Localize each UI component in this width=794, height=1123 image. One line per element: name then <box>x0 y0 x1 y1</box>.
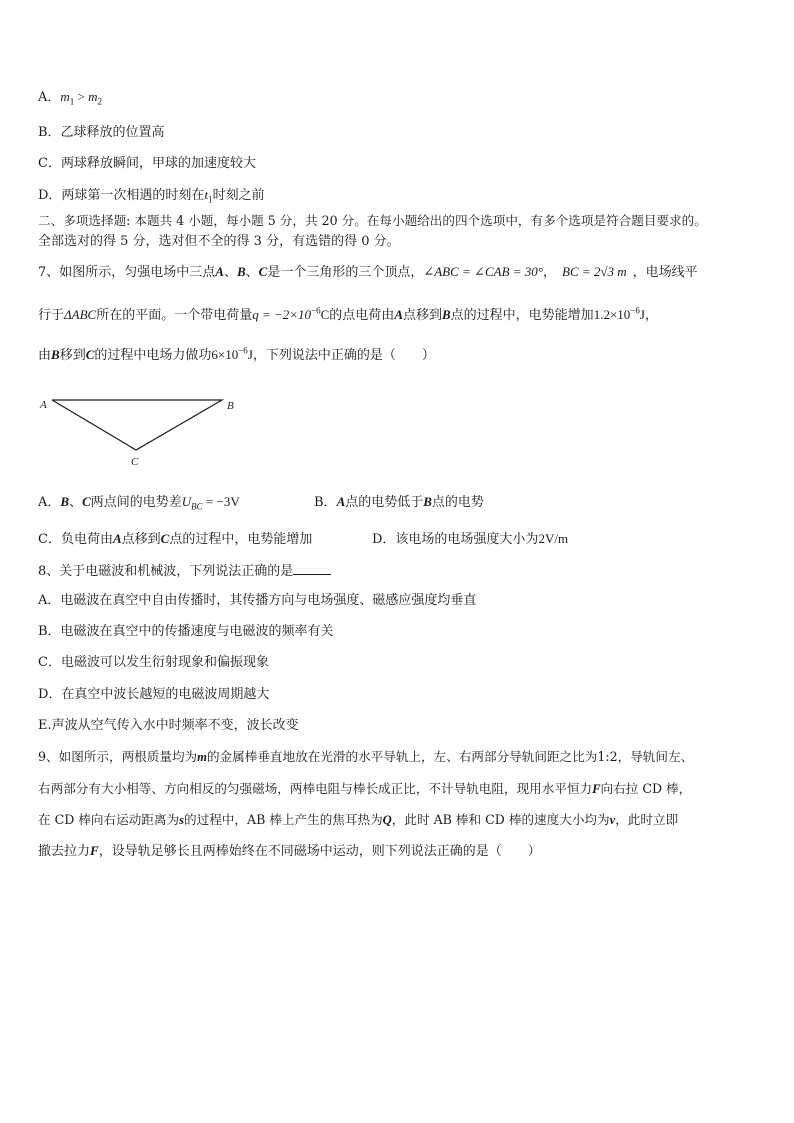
q8-option-b: B．电磁波在真空中的传播速度与电磁波的频率有关 <box>38 624 334 639</box>
q6-option-d: D．两球第一次相遇的时刻在$t_1$时刻之前 <box>38 187 265 205</box>
section2-instructions-line1: 二、多项选择题: 本题共 4 小题，每小题 5 分，共 20 分。在每小题给出的四个选项中，有多个选项是符合题目要求的。 <box>38 213 707 228</box>
q9-stem-line2: 右两部分有大小相等、方向相反的匀强磁场，两棒电阻与棒长成正比，不计导轨电阻，现用水平恒力F向右拉 CD 棒， <box>38 781 692 796</box>
q9-stem-line4: 撤去拉力F，设导轨足够长且两棒始终在不同磁场中运动，则下列说法正确的是（ ） <box>38 843 541 859</box>
q8-option-e: E.声波从空气传入水中时频率不变，波长改变 <box>38 718 299 733</box>
q7-option-a: A．B、C两点间的电势差$U_{BC} = -3V$ <box>38 494 240 512</box>
section2-instructions-line2: 全部选对的得 5 分，选对但不全的得 3 分，有选错的得 0 分。 <box>38 234 400 249</box>
vertex-label-b: B <box>227 400 234 412</box>
q8-option-c: C．电磁波可以发生衍射现象和偏振现象 <box>38 655 269 670</box>
q8-option-d: D．在真空中波长越短的电磁波周期越大 <box>38 687 270 702</box>
q9-stem-line3: 在 CD 棒向右运动距离为s的过程中，AB 棒上产生的焦耳热为Q，此时 AB 棒和 CD 棒的速度大小均为v，此时立即 <box>38 812 679 827</box>
q7-triangle-figure <box>36 392 246 472</box>
q7-option-b: B．A点的电势低于B点的电势 <box>314 494 484 510</box>
q6-option-b: B．乙球释放的位置高 <box>38 125 165 140</box>
triangle-edges <box>52 400 222 450</box>
q6-option-a: A．$m_1 > m_2$ <box>38 89 103 107</box>
vertex-label-a: A <box>40 399 47 411</box>
q7-option-d: D．该电场的电场强度大小为2V/m <box>372 531 569 547</box>
q7-option-c: C．负电荷由A点移到C点的过程中，电势能增加 <box>38 531 313 547</box>
q7-stem-line1: 7、如图所示，匀强电场中三点A、B、C是一个三角形的三个顶点，∠ABC = ∠CAB = 30°， BC = 2√3 m ，电场线平 <box>38 264 698 280</box>
q9-stem-line1: 9、如图所示，两根质量均为m的金属棒垂直地放在光滑的水平导轨上，左、右两部分导轨间距之比为1:2，导轨间左、 <box>38 749 694 764</box>
vertex-label-c: C <box>131 456 139 468</box>
q7-stem-line2: 行于ΔABC所在的平面。一个带电荷量$q = -2\times 10^{-6}C$的点电荷由A点移到B点的过程中，电势能增加$1.2\times 10^{-6}J$， <box>38 305 658 323</box>
q8-option-a: A．电磁波在真空中自由传播时，其传播方向与电场强度、磁感应强度均垂直 <box>38 593 477 608</box>
q8-stem: 8、关于电磁波和机械波，下列说法正确的是 <box>38 562 331 581</box>
answer-blank <box>293 562 331 575</box>
q6-option-c: C．两球释放瞬间，甲球的加速度较大 <box>38 156 256 171</box>
q7-stem-line3: 由B移到C的过程中电场力做功$6\times 10^{-6}J$，下列说法中正确的是（ ） <box>38 345 435 363</box>
